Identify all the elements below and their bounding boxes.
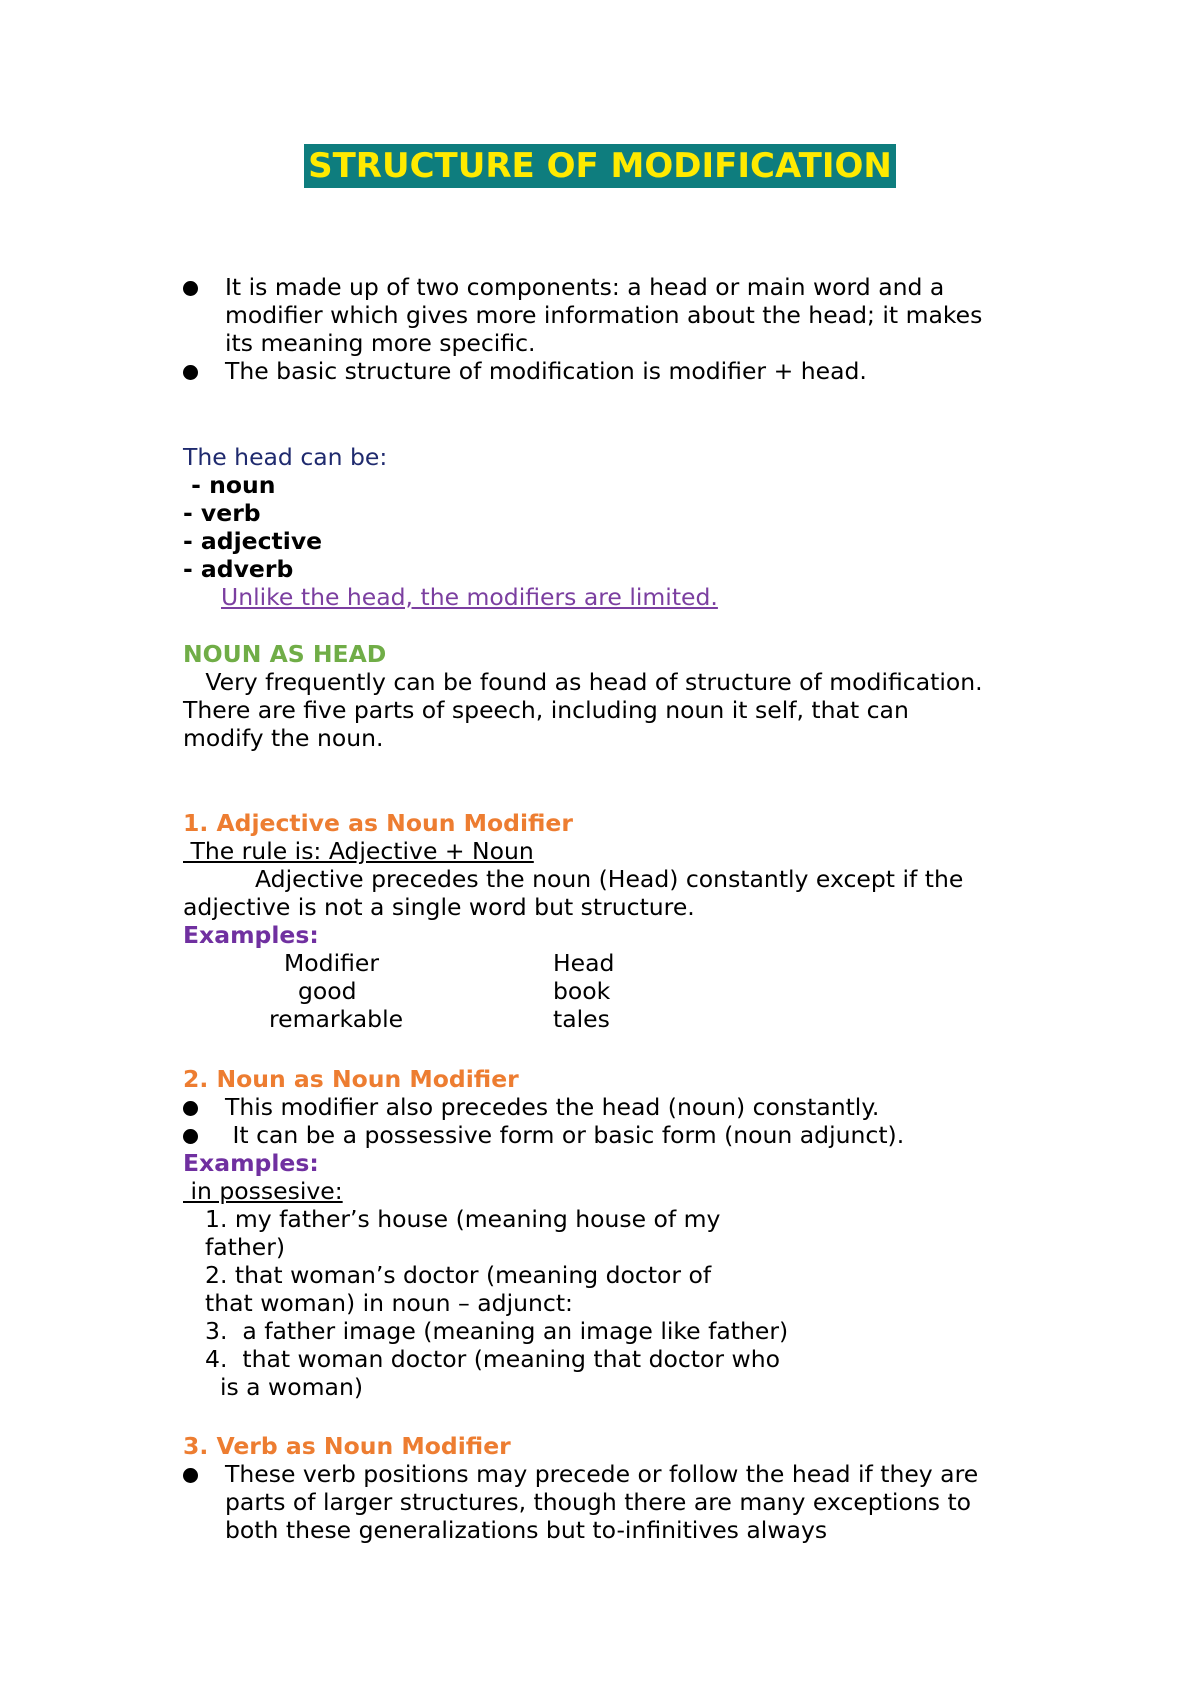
head-can-be-section	[183, 443, 1083, 611]
title-wrap	[0, 144, 1200, 188]
table-cell: remarkable	[269, 1005, 404, 1033]
bullet-icon	[183, 365, 198, 380]
section3-heading: 3. Verb as Noun Modifier	[183, 1432, 511, 1460]
table-cell: book	[553, 977, 611, 1005]
section1-rule: The rule is: Adjective + Noun	[183, 837, 534, 865]
head-type-adverb: - adverb	[183, 555, 294, 583]
head-type-verb: - verb	[183, 499, 261, 527]
table-header-head: Head	[553, 949, 615, 977]
adjective-modifier-section: 1. Adjective as Noun Modifier The rule is: Adjective + Noun Adjective precedes the noun (Head) constantly except if the adjective is not a single word but structure. Examples: Modifier Head good book remarkable tales	[183, 809, 1083, 1033]
head-type-noun: - noun	[183, 471, 276, 499]
table-header-modifier: Modifier	[284, 949, 380, 977]
head-type-adjective: - adjective	[183, 527, 323, 555]
modifiers-limited-note: Unlike the head, the modifiers are limited.	[221, 583, 718, 611]
possessive-label: in possesive:	[183, 1177, 343, 1205]
bullet-icon	[183, 1101, 198, 1116]
list-item: These verb positions may precede or follow the head if they are parts of larger structures, though there are many exceptions to both these generalizations but to-infinitives always	[183, 1460, 1083, 1544]
verb-modifier-section	[183, 1432, 1083, 1544]
section2-heading: 2. Noun as Noun Modifier	[183, 1065, 519, 1093]
list-item: It is made up of two components: a head or main word and a modifier which gives more information about the head; it makes its meaning more specific.	[183, 273, 1083, 357]
bullet-icon	[183, 1468, 198, 1483]
table-cell: good	[298, 977, 357, 1005]
section1-heading: 1. Adjective as Noun Modifier	[183, 809, 573, 837]
bullet-icon	[183, 1129, 198, 1144]
noun-modifier-section	[183, 1065, 1083, 1401]
list-item: The basic structure of modification is modifier + head.	[183, 357, 1083, 385]
noun-as-head-heading: NOUN AS HEAD	[183, 640, 387, 668]
list-item: It can be a possessive form or basic form (noun adjunct).	[183, 1121, 1083, 1149]
noun-as-head-section: NOUN AS HEAD Very frequently can be found as head of structure of modification. There are five parts of speech, including noun it self, that can modify the noun.	[183, 640, 1083, 752]
examples-table	[183, 949, 1083, 1033]
section1-examples-label: Examples:	[183, 921, 319, 949]
page-title: STRUCTURE OF MODIFICATION	[304, 144, 896, 188]
section2-examples-label: Examples:	[183, 1149, 319, 1177]
list-item: This modifier also precedes the head (noun) constantly.	[183, 1093, 1083, 1121]
head-can-be-label: The head can be:	[183, 443, 388, 471]
bullet-icon	[183, 281, 198, 296]
intro-bullets	[183, 273, 1083, 385]
possessive-examples: 1. my father’s house (meaning house of my father) 2. that woman’s doctor (meaning doctor of that woman) in noun – adjunct: 3. a father image (meaning an image like father) 4. that woman doctor (meaning that doctor who is a woman)	[205, 1205, 789, 1401]
table-cell: tales	[553, 1005, 610, 1033]
